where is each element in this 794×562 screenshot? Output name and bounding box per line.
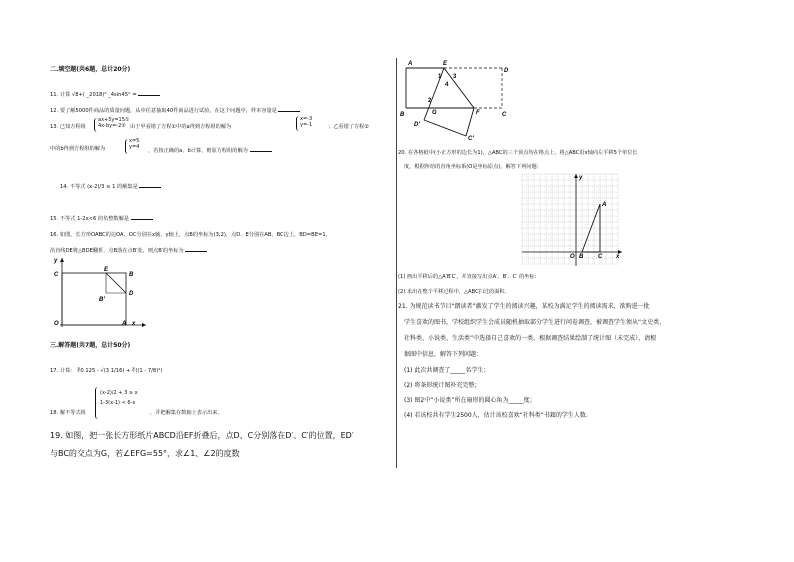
fig19-label-E: E: [443, 61, 448, 67]
q13-solution-2: [129, 139, 139, 150]
q20-coordinate-grid: [518, 172, 624, 268]
grid-label-x: x: [616, 254, 620, 260]
fig19-D-prime-C-prime: [424, 120, 466, 136]
grid-label-O: O: [570, 254, 575, 260]
fig19-label-D: D: [504, 68, 509, 74]
q21-line2: 学生喜欢的图书，学校组织学生会成员随机抽取部分学生进行问卷调查，被调查学生须从“文史类、: [404, 319, 666, 326]
fig16-label-y: y: [54, 258, 58, 264]
q21-part4: (4) 若该校共有学生2500人，估计该校喜欢“社科类”书籍的学生人数.: [404, 412, 588, 419]
q20-line1: 20. 在各格纸中(小正方形的边长为1)，△ABC的三个顶点均在格点上，将△ABC沿x轴向左平移5个单位长: [398, 150, 638, 156]
q20-part1-text: (1) 画出平移后的△A′B′C′，并直接写出点A′、B′、C′ 的坐标：: [398, 274, 540, 280]
q11-text: 11. 计算 √8+( _2018)⁰ _4sin45° =: [50, 92, 137, 98]
grid-lines: [522, 174, 618, 264]
q17-expression: ∛0.125 - √(3 1/16) + ∛((1 - 7/8)²): [77, 368, 163, 374]
q18-ineq2: 1-3(x-1) < 6-x: [100, 400, 136, 406]
grid-label-A: A: [602, 202, 607, 208]
q18-tail: ，并把解集在数轴上表示出来。: [150, 410, 223, 416]
q13-line2-end: [148, 146, 272, 154]
fig16-label-x: x: [132, 321, 136, 327]
fig16-label-E: E: [104, 267, 109, 273]
fig19-angle-1: 1: [438, 74, 442, 80]
fig19-label-F: F: [476, 110, 480, 116]
q20-part2: (2) 求出在整个平移过程中，△ABC扫过的面积.: [398, 289, 507, 295]
question-15: [50, 214, 153, 222]
q13-line1-mid: 由于甲看错了方程①中的a得到方程组的解为: [130, 124, 232, 130]
q13-line1-end: ；乙看错了方程②: [328, 124, 369, 130]
fig19-label-A: A: [408, 61, 413, 67]
q21-part2: (2) 将条形统计图补充完整；: [404, 382, 481, 389]
q20-y-arrow: [574, 174, 578, 178]
fig16-label-B-prime: B′: [99, 297, 105, 303]
q13-sol1-x: x=-3: [300, 116, 313, 122]
q13-sol1-y: y=-1: [300, 121, 313, 128]
q13-eq1: ax+5y=15①: [98, 117, 130, 123]
q18-system: [100, 388, 138, 408]
figure-19: [398, 56, 518, 144]
q21-line1: 21. 为规范读书节目“朗读者”激发了学生的阅读兴趣，某校为满足学生的阅读需求，欲购进一批: [398, 303, 650, 310]
section2-title: 二.填空题(共6题，总计20分): [50, 66, 131, 73]
q13-blank[interactable]: [250, 146, 272, 152]
q14-blank[interactable]: [139, 182, 161, 188]
fig16-y-arrow: [60, 258, 64, 262]
fig19-label-G: G: [432, 110, 437, 116]
grid-label-y: y: [579, 175, 583, 181]
q13-line2-start: 中的b得到方程组的解为: [50, 146, 106, 152]
fig16-label-C: C: [54, 272, 59, 278]
column-divider: [396, 58, 397, 468]
q18-ineq1: (x-2)/2 + 3 ≥ x: [100, 390, 138, 396]
grid-label-C: C: [598, 254, 603, 260]
q18-label: 18. 解不等式组: [50, 410, 86, 416]
q16-line1: 16. 如图，长方形OABC的边OA、OC分别在x轴、y轴上，点B的坐标为(3,2)，点D、E分别在AB、BC边上，BD=BE=1，: [50, 232, 331, 238]
fig19-label-B: B: [400, 112, 405, 118]
q16-text: 沿直线DE将△BDE翻折，点B落在点B′处，则点B′的坐标为: [50, 248, 184, 254]
section3-title: 三.解答题(共7题，总计50分): [50, 342, 131, 349]
q13-solution-1: [300, 117, 312, 128]
q13-line1-start: 13. 已知方程组: [50, 124, 86, 130]
q13-system: [98, 118, 129, 129]
fig19-label-C: C: [502, 112, 507, 118]
q13-tail-text: ，若按正确的a、b计算，则原方程组的解为: [148, 148, 248, 154]
q13-eq2: 4x-by=-2②: [98, 122, 126, 129]
question-14: [60, 182, 161, 190]
fig16-x-arrow: [142, 323, 146, 327]
question-11: [50, 90, 160, 98]
fig19-C-prime-F: [466, 108, 474, 136]
q11-blank[interactable]: [138, 90, 160, 96]
q19-line2: 与BC的交点为G，若∠EFG=55°，求∠1、∠2的度数: [50, 449, 240, 458]
q15-blank[interactable]: [131, 214, 153, 220]
q18-brace: [95, 387, 99, 419]
grid-label-B: B: [579, 254, 584, 260]
fig16-label-D: D: [129, 291, 134, 297]
q20-line2: 度，根据所给的直角坐标系(O是坐标原点)，解答下列问题：: [404, 164, 542, 170]
fig16-label-O: O: [54, 321, 59, 327]
fold-line-DE: [106, 273, 126, 293]
q12-text: 12. 要了解5000件商品的质量问题，从中任意抽取40件商品进行试验，在这个问题中，样本容量是: [50, 108, 277, 114]
q21-line4: 据图中信息，解答下列问题：: [404, 351, 483, 358]
q13-sol2-x: x=5: [129, 138, 140, 144]
q21-part1: (1) 此次共调查了_____名学生；: [404, 367, 490, 374]
fig19-angle-3: 3: [453, 74, 457, 80]
figure-16: [50, 255, 150, 330]
q19-line1: 19. 如图，把一张长方形纸片ABCD沿EF折叠后，点D、C分别落在D′、C′的位置，ED′: [50, 431, 354, 440]
fig16-label-A: A: [122, 321, 127, 327]
q20-part1: [398, 274, 540, 280]
question-17: [50, 368, 162, 374]
fig19-label-C-prime: C′: [468, 136, 474, 142]
q16-line2: [50, 246, 207, 254]
q14-text: 14. 不等式 (x-2)/3 ≤ 1 的解集是: [60, 184, 138, 190]
q21-part3: (3) 图2中“小说类”所在扇形的圆心角为_____度；: [404, 397, 536, 404]
q13-sol2-y: y=4: [129, 143, 140, 150]
rectangle-OABC: [62, 273, 126, 325]
q16-blank[interactable]: [185, 246, 207, 252]
fig19-EF: [444, 68, 474, 108]
fig19-angle-4: 4: [445, 82, 449, 88]
q17-text: 17. 计算：: [50, 368, 76, 374]
q15-text: 15. 不等式 1-2x<6 的负整数解是: [50, 216, 130, 222]
q12-blank[interactable]: [278, 106, 300, 112]
q21-line3: 社科类、小说类、生活类”中选择自己喜欢的一类，根据调查结果绘制了统计图（未完成），请根: [404, 335, 657, 342]
fig19-angle-2: 2: [428, 98, 432, 104]
fig19-label-D-prime: D′: [414, 122, 420, 128]
question-12: [50, 106, 300, 114]
fig16-label-B: B: [129, 272, 134, 278]
